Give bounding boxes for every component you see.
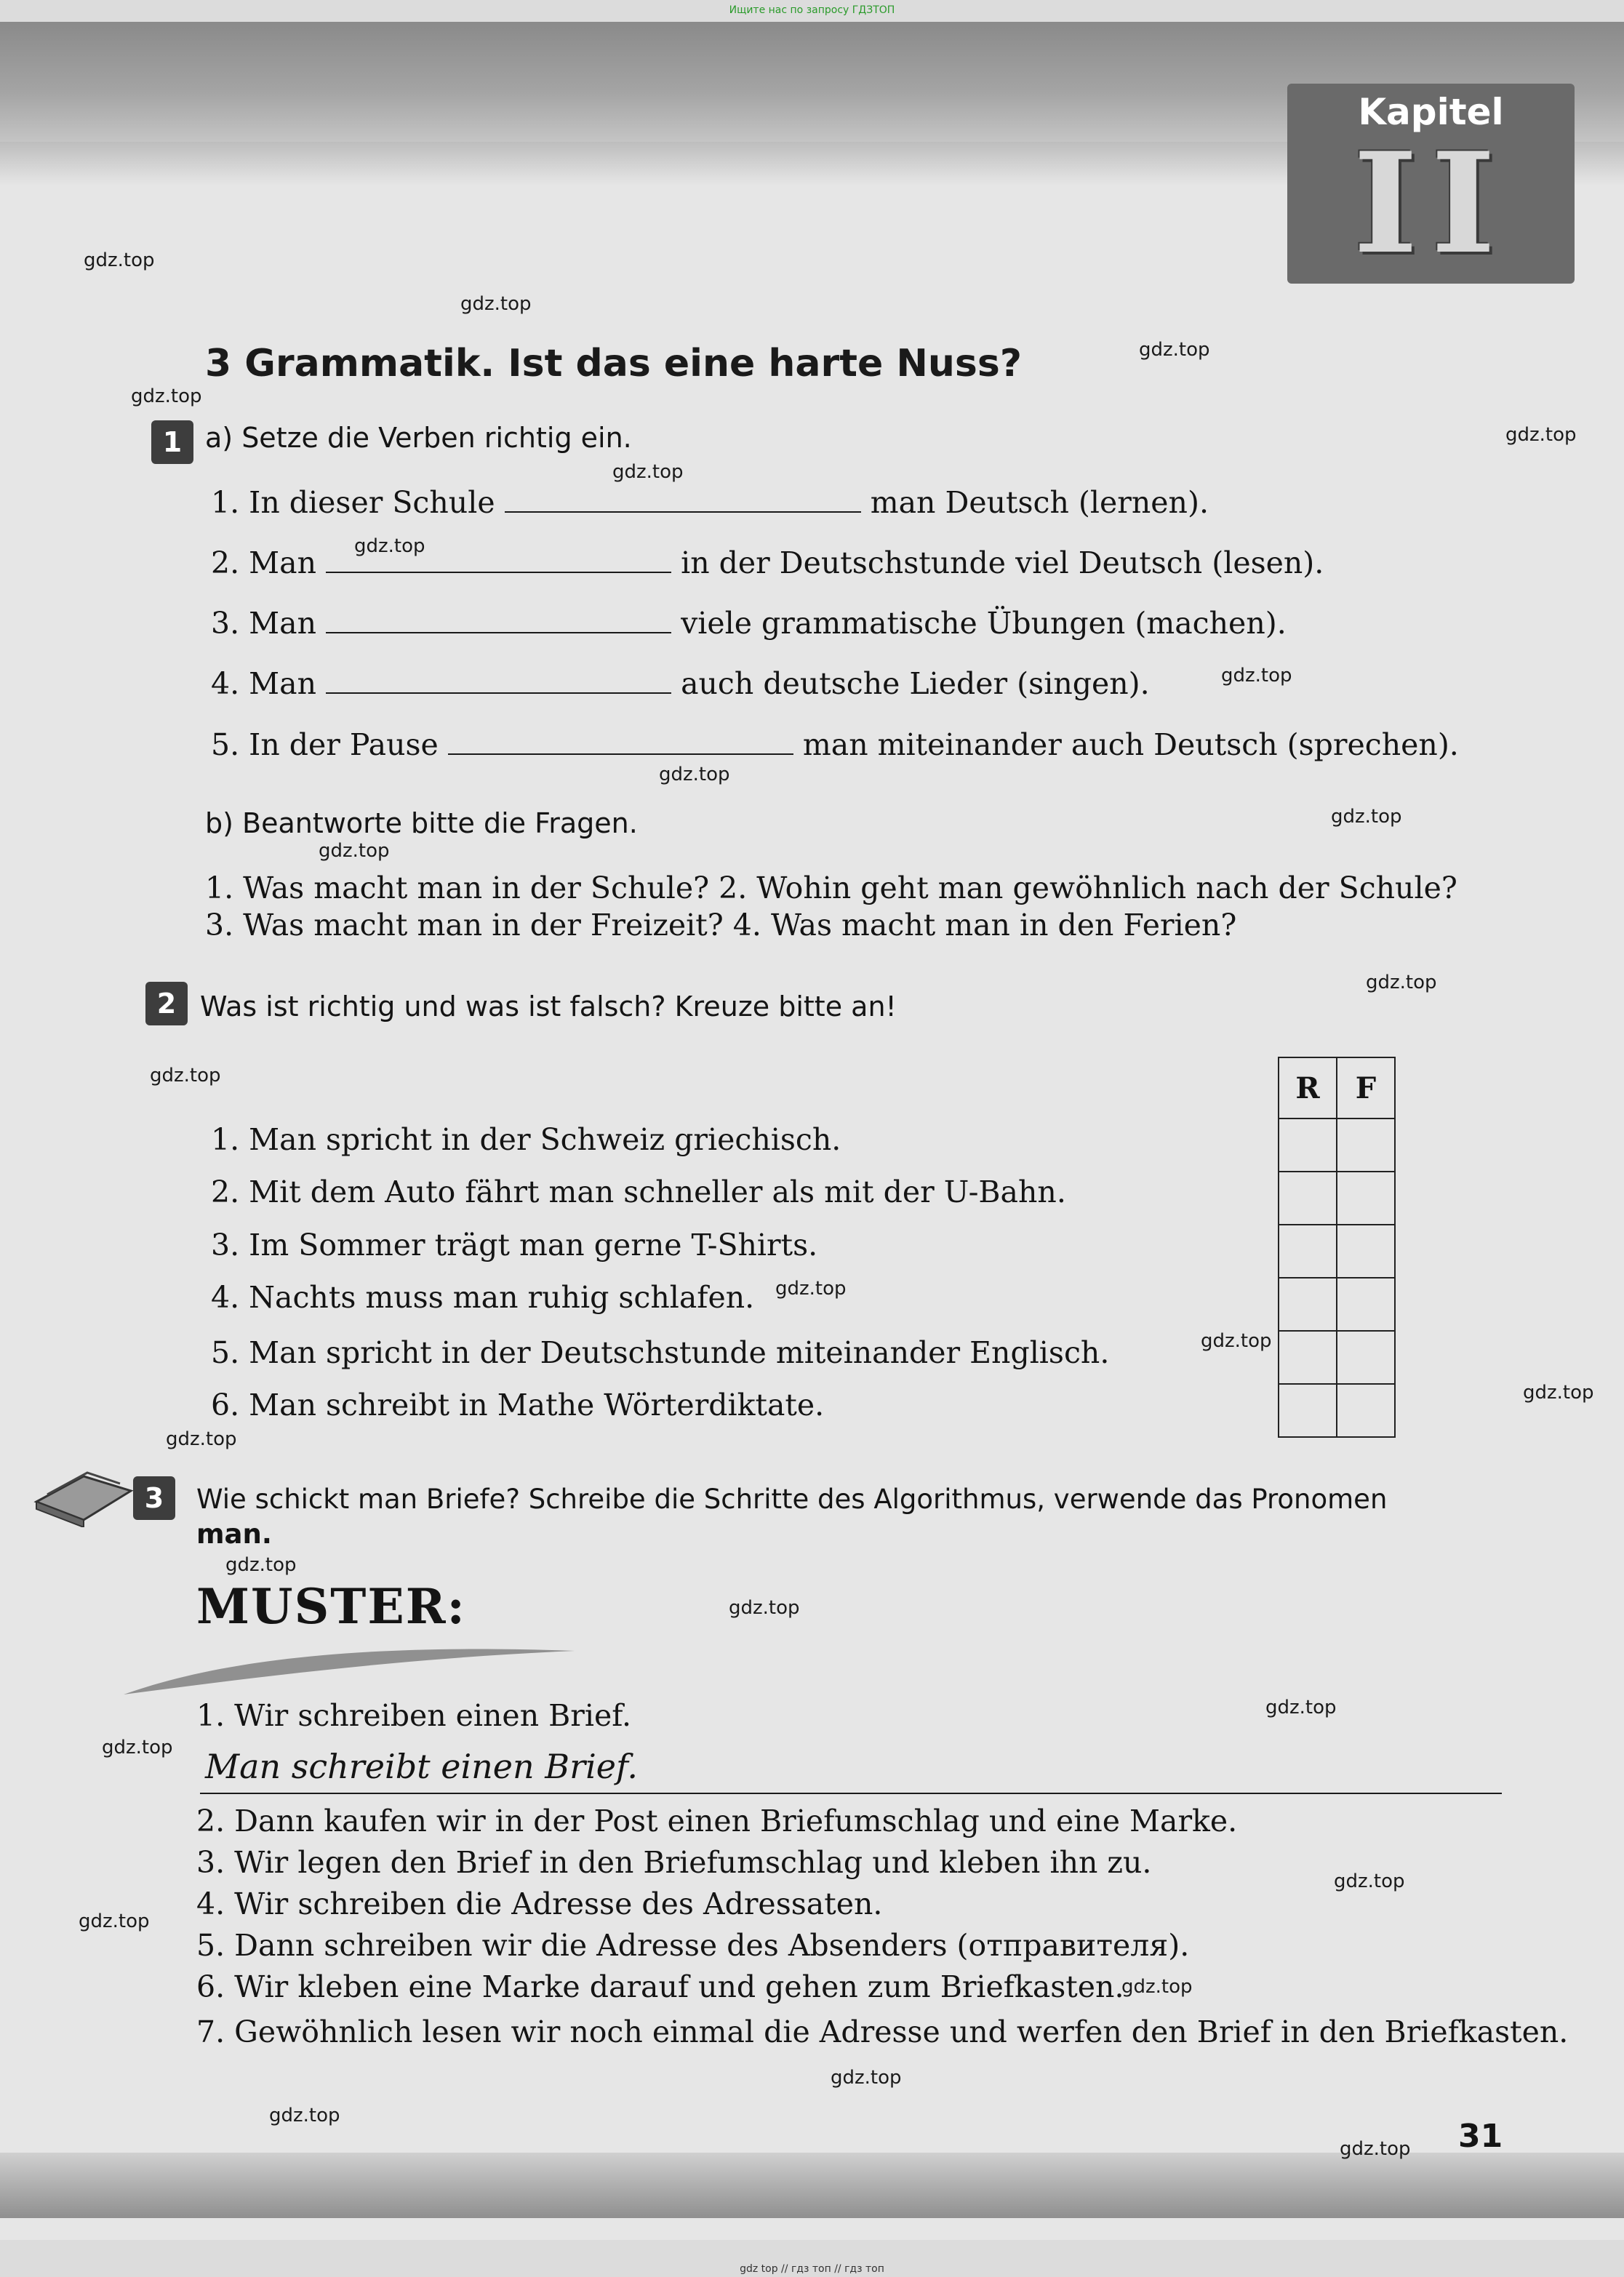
sentence-start: 5. In der Pause xyxy=(211,727,439,762)
watermark: gdz.top xyxy=(79,1910,150,1932)
watermark: gdz.top xyxy=(1340,2138,1411,2160)
exercise-1a-instruction: a) Setze die Verben richtig ein. xyxy=(205,422,632,454)
watermark: gdz.top xyxy=(354,535,425,557)
sentence-start: 1. In dieser Schule xyxy=(211,485,495,520)
exercise-2-badge: 2 xyxy=(145,982,188,1025)
exercise-1b-questions: 1. Was macht man in der Schule? 2. Wohin geht man gewöhnlich nach der Schule? xyxy=(205,871,1457,905)
table-row xyxy=(1279,1278,1395,1331)
exercise-2-statement: 1. Man spricht in der Schweiz griechisch. xyxy=(211,1122,841,1157)
checkbox-cell[interactable] xyxy=(1279,1331,1337,1384)
checkbox-cell[interactable] xyxy=(1279,1384,1337,1437)
watermark: gdz.top xyxy=(1366,972,1437,993)
algorithm-step: 7. Gewöhnlich lesen wir noch einmal die Adresse und werfen den Brief in den Briefkasten. xyxy=(196,2014,1569,2049)
sentence-start: 2. Man xyxy=(211,545,316,580)
exercise-3-instruction: Wie schickt man Briefe? Schreibe die Schritte des Algorithmus, verwende das Pronomen xyxy=(196,1484,1388,1515)
exercise-2-statement: 2. Mit dem Auto fährt man schneller als mit der U-Bahn. xyxy=(211,1174,1066,1209)
algorithm-step: 2. Dann kaufen wir in der Post einen Briefumschlag und eine Marke. xyxy=(196,1804,1238,1838)
watermark: gdz.top xyxy=(225,1554,297,1576)
exercise-1-sentence xyxy=(211,485,1209,520)
watermark: gdz.top xyxy=(460,293,532,315)
fill-blank[interactable] xyxy=(505,489,861,513)
watermark: gdz.top xyxy=(1505,424,1577,446)
books-icon xyxy=(33,1462,135,1527)
watermark: gdz.top xyxy=(269,2105,340,2126)
algorithm-step: 3. Wir legen den Brief in den Briefumschlag und kleben ihn zu. xyxy=(196,1845,1152,1880)
checkbox-cell[interactable] xyxy=(1337,1331,1395,1384)
watermark: gdz.top xyxy=(659,764,730,785)
watermark: gdz.top xyxy=(831,2067,902,2089)
fill-blank[interactable] xyxy=(326,550,671,573)
algorithm-step: 6. Wir kleben eine Marke darauf und gehen zum Briefkasten. xyxy=(196,1969,1124,2004)
algorithm-step: 5. Dann schreiben wir die Adresse des Absenders (отправителя). xyxy=(196,1928,1190,1963)
example-answer: Man schreibt einen Brief. xyxy=(205,1747,639,1786)
section-title: 3 Grammatik. Ist das eine harte Nuss? xyxy=(205,342,1022,385)
table-header-row xyxy=(1279,1057,1395,1119)
sentence-start: 3. Man xyxy=(211,606,316,641)
watermark: gdz.top xyxy=(1221,665,1292,687)
fill-blank[interactable] xyxy=(448,732,793,755)
watermark: gdz.top xyxy=(729,1597,800,1619)
sentence-end: auch deutsche Lieder (singen). xyxy=(681,666,1150,701)
checkbox-cell[interactable] xyxy=(1337,1119,1395,1172)
column-header-falsch: F xyxy=(1337,1057,1395,1119)
muster-label: MUSTER: xyxy=(196,1578,466,1635)
true-false-table xyxy=(1278,1057,1396,1438)
sentence-end: viele grammatische Übungen (machen). xyxy=(681,606,1287,641)
fill-blank[interactable] xyxy=(326,610,671,633)
watermark: gdz.top xyxy=(319,840,390,862)
checkbox-cell[interactable] xyxy=(1337,1384,1395,1437)
exercise-2-statement: 5. Man spricht in der Deutschstunde miteinander Englisch. xyxy=(211,1335,1110,1370)
watermark: gdz.top xyxy=(102,1737,173,1758)
exercise-2-statement: 3. Im Sommer trägt man gerne T-Shirts. xyxy=(211,1228,818,1262)
watermark: gdz.top xyxy=(1139,339,1210,361)
exercise-1b-questions: 3. Was macht man in der Freizeit? 4. Was macht man in den Ferien? xyxy=(205,908,1237,943)
checkbox-cell[interactable] xyxy=(1279,1278,1337,1331)
chapter-number: II xyxy=(1353,122,1509,284)
table-row xyxy=(1279,1225,1395,1278)
exercise-2-statement: 6. Man schreibt in Mathe Wörterdiktate. xyxy=(211,1388,825,1422)
watermark: gdz.top xyxy=(1331,806,1402,828)
brush-stroke-decoration xyxy=(116,1636,582,1702)
table-row xyxy=(1279,1384,1395,1437)
column-header-richtig: R xyxy=(1279,1057,1337,1119)
table-row xyxy=(1279,1119,1395,1172)
table-row xyxy=(1279,1331,1395,1384)
exercise-1-sentence xyxy=(211,727,1459,762)
table-row xyxy=(1279,1172,1395,1225)
watermark: gdz.top xyxy=(1121,1976,1193,1998)
checkbox-cell[interactable] xyxy=(1337,1172,1395,1225)
watermark: gdz.top xyxy=(131,385,202,407)
exercise-3-instruction-keyword: man. xyxy=(196,1518,272,1550)
watermark: gdz.top xyxy=(612,461,684,483)
checkbox-cell[interactable] xyxy=(1279,1225,1337,1278)
answer-line xyxy=(200,1793,1502,1794)
exercise-2-instruction: Was ist richtig und was ist falsch? Kreuze bitte an! xyxy=(200,991,897,1023)
exercise-1b-instruction: b) Beantworte bitte die Fragen. xyxy=(205,807,638,839)
sentence-end: man miteinander auch Deutsch (sprechen). xyxy=(802,727,1459,762)
page-number: 31 xyxy=(1458,2118,1503,2155)
sentence-end: in der Deutschstunde viel Deutsch (lesen). xyxy=(681,545,1324,580)
exercise-1-sentence xyxy=(211,545,1324,580)
checkbox-cell[interactable] xyxy=(1337,1225,1395,1278)
sentence-end: man Deutsch (lernen). xyxy=(870,485,1209,520)
checkbox-cell[interactable] xyxy=(1337,1278,1395,1331)
exercise-3-badge: 3 xyxy=(133,1476,175,1520)
sentence-start: 4. Man xyxy=(211,666,316,701)
watermark: gdz.top xyxy=(150,1065,221,1087)
chapter-label: Kapitel xyxy=(1358,91,1504,133)
checkbox-cell[interactable] xyxy=(1279,1119,1337,1172)
watermark: gdz.top xyxy=(1201,1330,1272,1352)
watermark: gdz.top xyxy=(1523,1382,1594,1404)
watermark: gdz.top xyxy=(1265,1697,1337,1718)
exercise-1-sentence xyxy=(211,666,1150,701)
example-step: 1. Wir schreiben einen Brief. xyxy=(196,1698,631,1733)
watermark: gdz.top xyxy=(1334,1870,1405,1892)
exercise-2-statement: 4. Nachts muss man ruhig schlafen. xyxy=(211,1280,755,1315)
exercise-1-sentence xyxy=(211,606,1287,641)
chapter-badge xyxy=(1287,84,1575,284)
site-footer-note[interactable]: gdz top // гдз топ // гдз топ xyxy=(740,2263,884,2275)
site-header-note[interactable]: Ищите нас по запросу ГДЗТОП xyxy=(729,4,895,16)
exercise-1-badge: 1 xyxy=(151,420,193,464)
bottom-decorative-band xyxy=(0,2153,1624,2218)
watermark: gdz.top xyxy=(166,1428,237,1450)
fill-blank[interactable] xyxy=(326,671,671,694)
watermark: gdz.top xyxy=(775,1278,847,1300)
checkbox-cell[interactable] xyxy=(1279,1172,1337,1225)
algorithm-step: 4. Wir schreiben die Adresse des Adressaten. xyxy=(196,1886,883,1921)
watermark: gdz.top xyxy=(84,249,155,271)
